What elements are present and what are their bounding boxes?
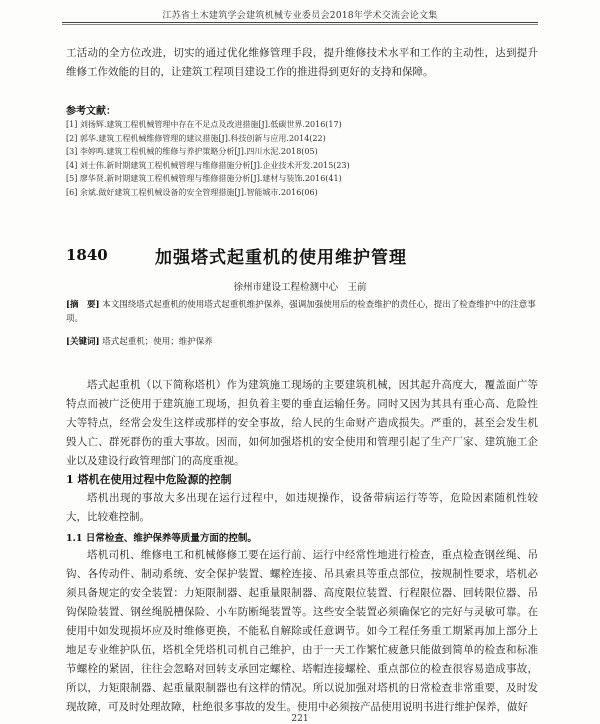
abstract-text: 本文围绕塔式起重机的使用塔式起重机维护保养，强调加强使用后的检查维护的责任心，提出了检查维护中的注意事项。	[66, 300, 536, 324]
running-header: 江苏省土木建筑学会建筑机械专业委员会2018年学术交流会论文集	[162, 11, 438, 21]
abstract-label: [摘 要]	[66, 300, 100, 310]
reference-item: [1] 刘扬辉.建筑工程机械管理中存在不足点及改进措施[J].低碳世界.2016(17)	[66, 120, 342, 129]
section-1-heading: 1 塔机在使用过程中危险源的控制	[66, 473, 232, 486]
intro-paragraph: 塔式起重机（以下简称塔机）作为建筑施工现场的主要建筑机械，因其起升高度大，覆盖面广等特点而被广泛使用于建筑施工现场，担负着主要的垂直运输任务。同时又因为其具有重心高、危险性大等特点，经常会发生这样或那样的安全事故，给人民的生命财产造成损失。严重的，甚至会发生机毁人亡、群死群伤的重大事故。因而，如何加强塔机的安全使用和管理引起了生产厂家、建筑施工企业以及建设行政管理部门的高度重视。	[66, 379, 538, 467]
references-title: 参考文献：	[66, 106, 116, 117]
previous-article-closing: 工活动的全方位改进，切实的通过优化维修管理手段，提升维修技术水平和工作的主动性，达到提升维修工作效能的目的，让建筑工程项目建设工作的推进得到更好的支持和保障。	[66, 47, 538, 78]
keywords	[66, 335, 536, 349]
reference-item: [6] 余斌.做好建筑工程机械设备的安全管理措施[J].智能城市.2016(06)	[66, 187, 318, 197]
section-1-paragraph: 塔机出现的事故大多出现在运行过程中，如违规操作，设备带病运行等等，危险因素随机性较大，比较难控制。	[66, 492, 538, 523]
keywords-text: 塔式起重机；使用；维护保养	[102, 337, 213, 347]
reference-item: [5] 廖华贤.新时期建筑工程机械管理与维修措施分析[J].建材与装饰.2016(41)	[66, 174, 342, 183]
page-number: 221	[291, 714, 309, 724]
article-author: 徐州市建设工程检测中心 王前	[233, 282, 367, 293]
reference-item: [3] 李婷鸣.建筑工程机械的维修与养护策略分析[J].四川水泥.2018(05)	[66, 147, 318, 156]
section-1-1-paragraph: 塔机司机、维修电工和机械修修工要在运行前、运行中经常性地进行检查，重点检查钢丝绳、吊钩、各传动件、制动系统、安全保护装置、螺栓连接、吊具索具等重点部位，按规制性要求，塔机必须具备规定的安全装置：力矩限制器、起重量限制器、高度限位装置、行程限位器、回转限位器、吊钩保险装置、钢丝绳脱槽保险、小车防断绳装置等。这些安全装置必须确保它的完好与灵敏可靠。在使用中如发现损坏应及时维修更换，不能私自解除或任意调节。如今工程任务重工期紧再加上部分上地足专业维护队伍，塔机全凭塔机司机自己维护，由于一天工作繁忙疲惫只能做到简单的检查和标准节螺栓的紧固，往往会忽略对回转支承回定螺栓、塔帽连接螺栓、重点部位的检查很容易造成事故，所以，力矩限制器、起重量限制器也有这样的情况。所以说加强对塔机的日常检查非常重要，及时发现故障，可及时处理故障，杜绝很多事故的发生。使用中必须按产品使用说明书进行维护保养，做好	[66, 549, 538, 713]
article-title: 加强塔式起重机的使用维护管理	[155, 248, 407, 268]
reference-item: [2] 郭华.建筑工程机械维修管理的建议措施[J].科技创新与应用.2014(22)	[66, 133, 326, 143]
header-rule	[62, 22, 538, 23]
header-rule-thin	[62, 24, 538, 25]
section-1-1-heading: 1.1 日常检查、维护保养等质量方面的控制。	[66, 533, 257, 544]
keywords-label: [关键词]	[66, 337, 100, 347]
abstract	[66, 298, 536, 326]
reference-item: [4] 刘士伟.新时期建筑工程机械管理与维修措施分析[J].企业技术开发.2015(23)	[66, 160, 350, 170]
article-number: 1840	[66, 246, 108, 264]
references-list	[66, 118, 536, 199]
